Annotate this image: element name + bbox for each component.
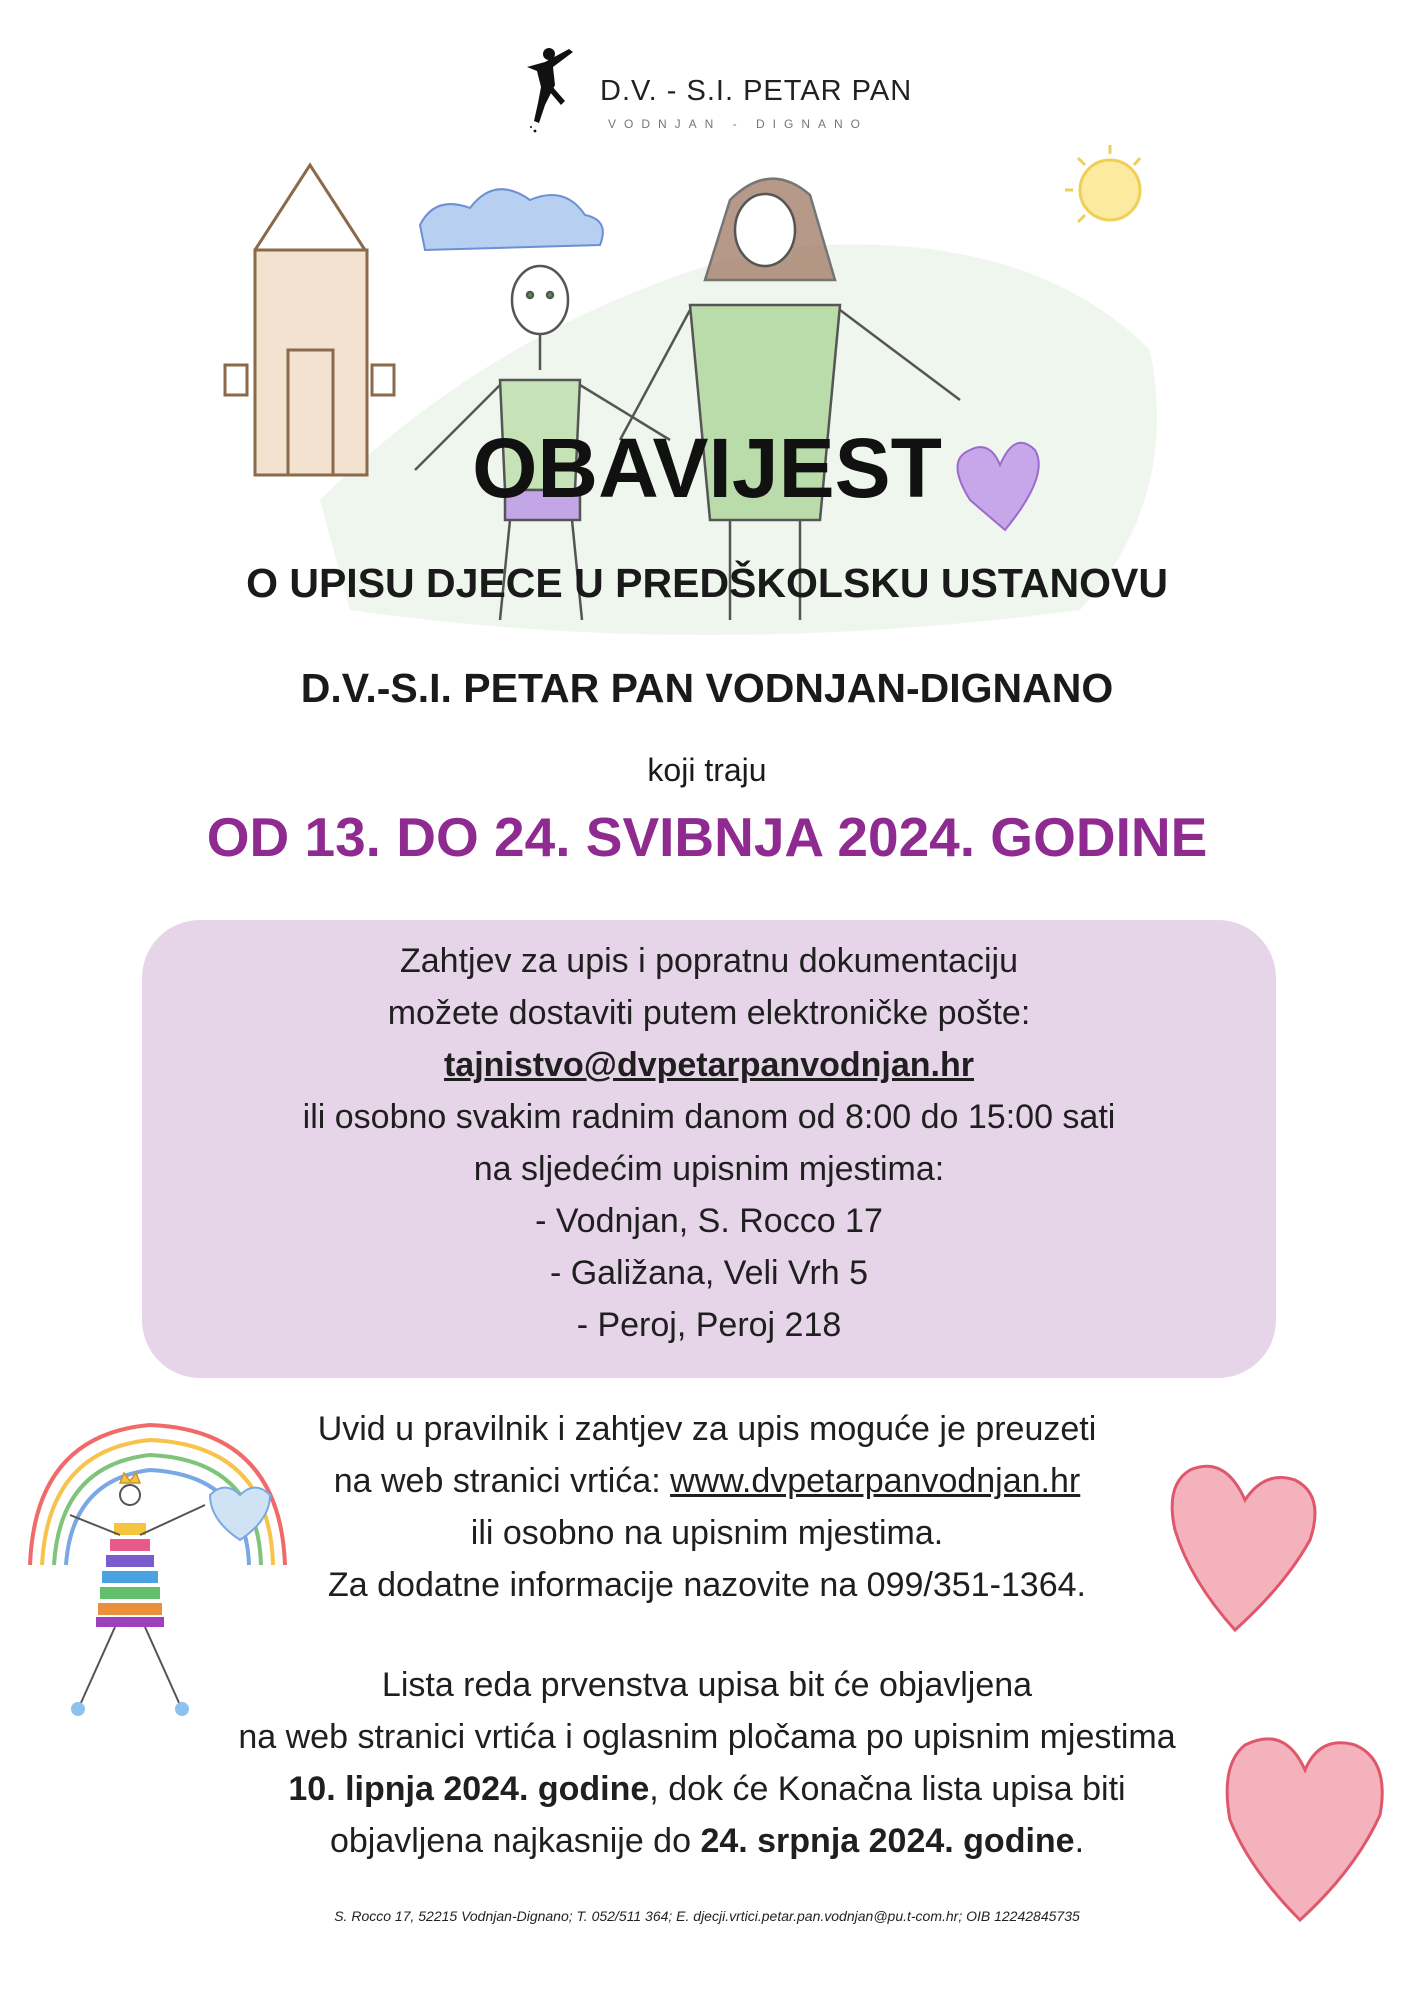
logo-subtitle: VODNJAN - DIGNANO [608, 117, 869, 131]
location-item: - Peroj, Peroj 218 [576, 1306, 842, 1344]
paragraph-line: ili osobno na upisnim mjestima. [470, 1514, 944, 1552]
page-title: OBAVIJEST [472, 421, 942, 515]
info-line: možete dostaviti putem elektroničke pošte: [387, 994, 1031, 1032]
info-line: na sljedećim upisnim mjestima: [473, 1150, 945, 1188]
footer-contact: S. Rocco 17, 52215 Vodnjan-Dignano; T. 052/511 364; E. djecji.vrtici.petar.pan.vodnjan@pu.t-com.hr; OIB 12242845735 [334, 1908, 1080, 1924]
lead-text: koji traju [647, 752, 767, 788]
paragraph-fragment: . [1074, 1822, 1085, 1860]
flying-figure-icon [525, 45, 595, 135]
website-prefix: na web stranici vrtića: [333, 1462, 671, 1500]
location-item: - Galižana, Veli Vrh 5 [549, 1254, 869, 1292]
info-line: Zahtjev za upis i popratnu dokumentaciju [399, 942, 1019, 980]
info-email [142, 1046, 1276, 1085]
website-link[interactable]: www.dvpetarpanvodnjan.hr [670, 1462, 1081, 1500]
email-link[interactable]: tajnistvo@dvpetarpanvodnjan.hr [443, 1046, 974, 1084]
subtitle-institution: D.V.-S.I. PETAR PAN VODNJAN-DIGNANO [300, 665, 1114, 711]
location-item: - Vodnjan, S. Rocco 17 [535, 1202, 883, 1240]
paragraph-fragment: objavljena najkasnije do [329, 1822, 701, 1860]
heart-icon [1165, 1440, 1325, 1650]
cloud-drawing [420, 189, 603, 250]
paragraph-line: Uvid u pravilnik i zahtjev za upis moguće je preuzeti [317, 1410, 1097, 1448]
enrollment-dates: OD 13. DO 24. SVIBNJA 2024. GODINE [206, 806, 1208, 868]
paragraph-line [100, 1770, 1314, 1809]
paragraph-fragment: , dok će Konačna lista upisa biti [649, 1770, 1126, 1808]
sun-drawing [1065, 145, 1140, 222]
paragraph-line: Za dodatne informacije nazovite na 099/351-1364. [328, 1566, 1086, 1604]
info-line: ili osobno svakim radnim danom od 8:00 do 15:00 sati [302, 1098, 1116, 1136]
paragraph-line: Lista reda prvenstva upisa bit će objavljena [381, 1666, 1033, 1704]
subtitle-enrollment: O UPISU DJECE U PREDŠKOLSKU USTANOVU [246, 560, 1168, 606]
ranking-list-date: 10. lipnja 2024. godine [288, 1770, 650, 1808]
paragraph-line: na web stranici vrtića i oglasnim pločama po upisnim mjestima [238, 1718, 1176, 1756]
paragraph-line [100, 1822, 1314, 1861]
paragraph-website-line [100, 1462, 1314, 1501]
logo [0, 45, 1414, 145]
final-list-date: 24. srpnja 2024. godine [700, 1822, 1075, 1860]
info-box [142, 920, 1276, 1378]
logo-name: D.V. - S.I. PETAR PAN [600, 75, 913, 107]
